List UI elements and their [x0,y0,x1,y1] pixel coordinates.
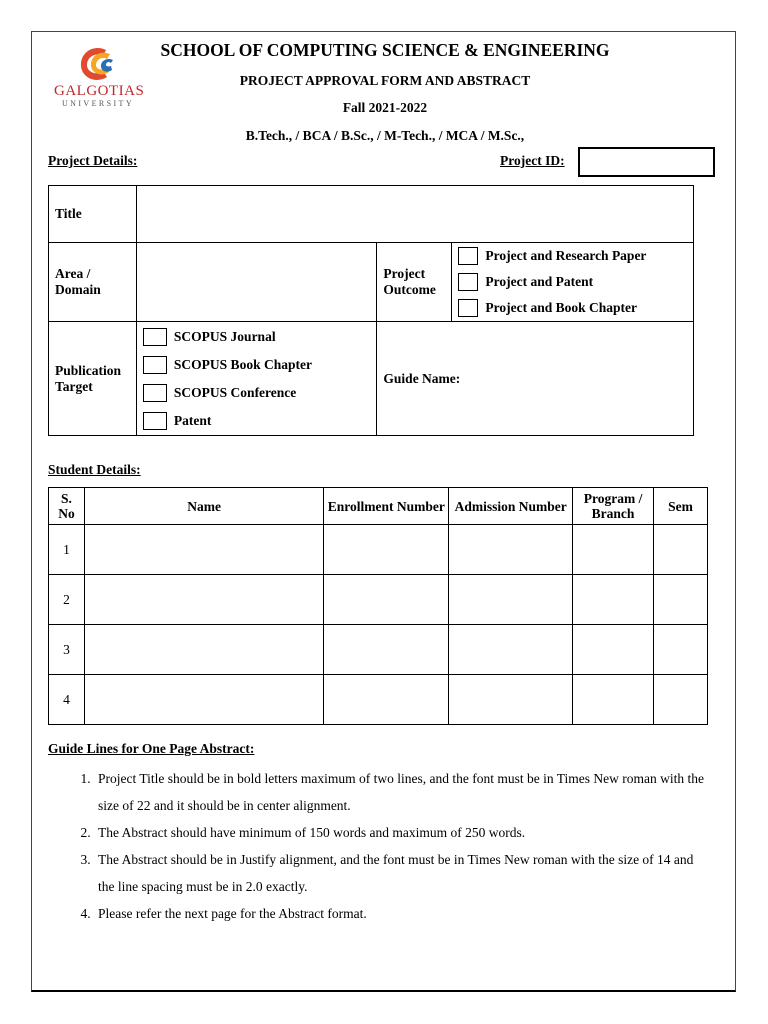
col-header-admission: Admission Number [449,488,573,525]
guideline-item: 4. Please refer the next page for the Abstract format. [94,900,708,927]
term-label: Fall 2021-2022 [342,100,428,115]
publication-label: SCOPUS Conference [173,384,297,400]
publication-target-label [49,322,137,436]
admission-cell[interactable] [449,575,573,625]
logo-subtitle: UNIVERSITY [62,99,134,108]
area-domain-input[interactable] [136,243,377,322]
outcome-option-book-chapter[interactable] [458,295,693,321]
checkbox-icon[interactable] [143,356,167,374]
col-header-sem: Sem [654,488,708,525]
publication-label: SCOPUS Journal [173,328,276,344]
row-number: 3 [49,625,85,675]
col-header-name: Name [84,488,323,525]
col-header-enrollment: Enrollment Number [324,488,449,525]
sem-cell[interactable] [654,675,708,725]
table-row [49,575,708,625]
program-cell[interactable] [573,575,654,625]
checkbox-icon[interactable] [458,247,478,265]
student-details-table [48,487,708,725]
sem-cell[interactable] [654,575,708,625]
form-title: PROJECT APPROVAL FORM AND ABSTRACT [239,73,531,88]
publication-label: SCOPUS Book Chapter [173,356,312,372]
publication-option-patent[interactable] [143,407,377,435]
outcome-label: Project and Patent [485,274,594,289]
sem-cell[interactable] [654,625,708,675]
checkbox-icon[interactable] [143,384,167,402]
name-cell[interactable] [84,525,323,575]
student-details-heading: Student Details: [48,462,141,477]
col-header-sno: S. No [49,488,85,525]
area-label-line2: Domain [55,282,101,297]
checkbox-icon[interactable] [458,273,478,291]
checkbox-icon[interactable] [458,299,478,317]
enrollment-cell[interactable] [324,525,449,575]
title-input[interactable] [136,186,693,243]
school-heading: SCHOOL OF COMPUTING SCIENCE & ENGINEERING [160,40,610,60]
outcome-label: Project and Book Chapter [485,300,637,315]
table-row [49,625,708,675]
university-logo-icon [76,44,120,84]
program-cell[interactable] [573,675,654,725]
outcome-label-line2: Outcome [383,282,436,297]
title-label: Title [49,186,137,243]
guidelines-heading: Guide Lines for One Page Abstract: [48,741,255,756]
guidelines-list [48,765,708,927]
outcome-label-line1: Project [383,266,426,281]
project-details-table [48,185,694,436]
admission-cell[interactable] [449,625,573,675]
table-row [49,525,708,575]
publication-label: Patent [173,412,212,428]
publication-label-line1: Publication [55,362,122,378]
outcome-option-research-paper[interactable] [458,243,693,269]
outcome-option-patent[interactable] [458,269,693,295]
col-header-program: Program / Branch [573,488,654,525]
guide-name-field[interactable] [377,322,694,436]
sem-cell[interactable] [654,525,708,575]
enrollment-cell[interactable] [324,625,449,675]
name-cell[interactable] [84,675,323,725]
admission-cell[interactable] [449,675,573,725]
checkbox-icon[interactable] [143,328,167,346]
guideline-item: 1. Project Title should be in bold letters maximum of two lines, and the font must be in Times New roman with the size of 22 and it should be in center alignment. [94,765,708,819]
guideline-item: 2. The Abstract should have minimum of 150 words and maximum of 250 words. [94,819,708,846]
project-id-input[interactable] [578,147,715,177]
publication-target-options [136,322,377,436]
row-number: 4 [49,675,85,725]
row-number: 2 [49,575,85,625]
row-number: 1 [49,525,85,575]
publication-option-scopus-book-chapter[interactable] [143,351,377,379]
area-label-line1: Area / [55,266,91,281]
project-details-heading: Project Details: [48,153,138,168]
project-id-label: Project ID: [500,153,565,168]
program-cell[interactable] [573,525,654,575]
guidelines-section [48,741,708,927]
project-outcome-options [452,243,694,322]
name-cell[interactable] [84,625,323,675]
admission-cell[interactable] [449,525,573,575]
publication-option-scopus-journal[interactable] [143,323,377,351]
program-cell[interactable] [573,625,654,675]
publication-option-scopus-conference[interactable] [143,379,377,407]
area-domain-label [49,243,137,322]
guideline-item: 3. The Abstract should be in Justify alignment, and the font must be in Times New roman with the size of 14 and the line spacing must be in 2.0 exactly. [94,846,708,900]
programs-label: B.Tech., / BCA / B.Sc., / M-Tech., / MCA / M.Sc., [245,128,525,143]
publication-label-line2: Target [55,378,93,394]
name-cell[interactable] [84,575,323,625]
guide-name-label: Guide Name: [383,370,461,386]
table-row [49,675,708,725]
project-outcome-label [377,243,452,322]
enrollment-cell[interactable] [324,675,449,725]
outcome-label: Project and Research Paper [485,248,647,263]
logo-wordmark: GALGOTIAS [54,83,145,99]
checkbox-icon[interactable] [143,412,167,430]
enrollment-cell[interactable] [324,575,449,625]
